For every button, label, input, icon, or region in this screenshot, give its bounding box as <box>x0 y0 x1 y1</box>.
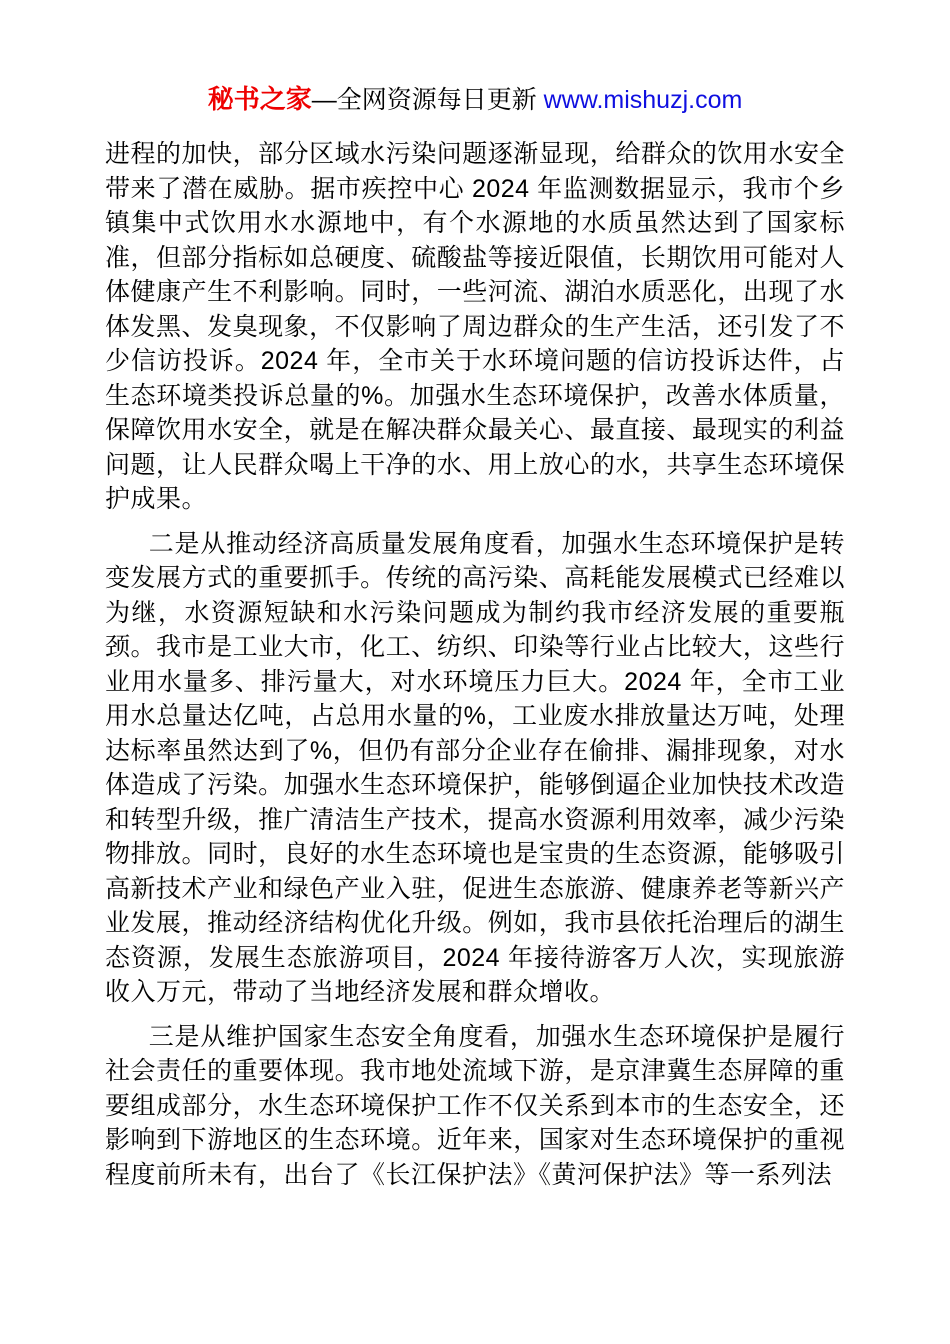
paragraph-economic-development: 二是从推动经济高质量发展角度看，加强水生态环境保护是转变发展方式的重要抓手。传统的高污染、高耗能发展模式已经难以为继，水资源短缺和水污染问题成为制约我市经济发展的重要瓶颈。我市是工业大市，化工、纺织、印染等行业占比较大，这些行业用水量多、排污量大，对水环境压力巨大。2024 年，全市工业用水总量达亿吨，占总用水量的%，工业废水排放量达万吨，处理达标率虽然达到了%，但仍有部分企业存在偷排、漏排现象，对水体造成了污染。加强水生态环境保护，能够倒逼企业加快技术改造和转型升级，推广清洁生产技术，提高水资源利用效率，减少污染物排放。同时，良好的水生态环境也是宝贵的生态资源，能够吸引高新技术产业和绿色产业入驻，促进生态旅游、健康养老等新兴产业发展，推动经济结构优化升级。例如，我市县依托治理后的湖生态资源，发展生态旅游项目，2024 年接待游客万人次，实现旅游收入万元，带动了当地经济发展和群众增收。 <box>105 529 845 1006</box>
site-tagline: —全网资源每日更新 <box>311 86 544 114</box>
paragraph-ecological-security: 三是从维护国家生态安全角度看，加强水生态环境保护是履行社会责任的重要体现。我市地处流域下游，是京津冀生态屏障的重要组成部分，水生态环境保护工作不仅关系到本市的生态安全，还影响到下游地区的生态环境。近年来，国家对生态环境保护的重视程度前所未有，出台了《长江保护法》《黄河保护法》等一系列法 <box>105 1022 845 1189</box>
paragraph-water-safety: 进程的加快，部分区域水污染问题逐渐显现，给群众的饮用水安全带来了潜在威胁。据市疾控中心 2024 年监测数据显示，我市个乡镇集中式饮用水水源地中，有个水源地的水质虽然达到了国家标准，但部分指标如总硬度、硫酸盐等接近限值，长期饮用可能对人体健康产生不利影响。同时，一些河流、湖泊水质恶化，出现了水体发黑、发臭现象，不仅影响了周边群众的生产生活，还引发了不少信访投诉。2024 年，全市关于水环境问题的信访投诉达件，占生态环境类投诉总量的%。加强水生态环境保护，改善水体质量，保障饮用水安全，就是在解决群众最关心、最直接、最现实的利益问题，让人民群众喝上干净的水、用上放心的水，共享生态环境保护成果。 <box>105 140 845 513</box>
site-url-link[interactable]: www.mishuzj.com <box>543 86 743 114</box>
document-body <box>105 137 845 1192</box>
site-header <box>0 0 950 116</box>
site-name: 秘书之家 <box>207 84 312 114</box>
